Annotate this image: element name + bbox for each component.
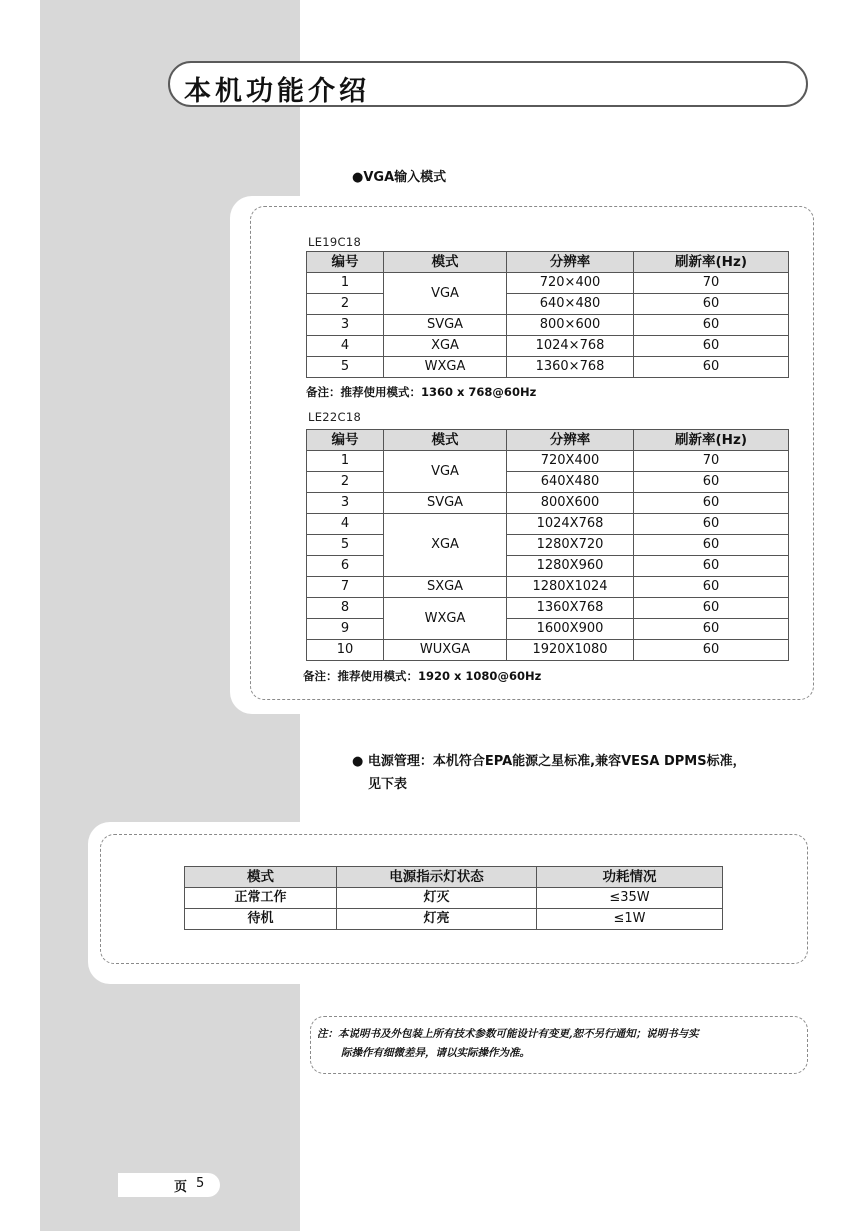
cell-resolution: 1360X768 <box>507 598 634 619</box>
footnote-line2: 际操作有细微差异，请以实际操作为准。 <box>341 1047 530 1059</box>
col-header-mode: 模式 <box>384 252 507 273</box>
table-row <box>307 315 789 336</box>
power-management-text-line2: 见下表 <box>368 777 408 792</box>
table-row <box>307 336 789 357</box>
cell-number: 3 <box>307 493 384 514</box>
vga-table-le19c18 <box>306 251 789 378</box>
page-title: 本机功能介绍 <box>184 76 370 107</box>
table-row <box>307 514 789 535</box>
cell-mode: 待机 <box>185 909 337 930</box>
col-header-mode: 模式 <box>384 430 507 451</box>
col-header-led-status: 电源指示灯状态 <box>337 867 537 888</box>
col-header-refresh: 刷新率(Hz) <box>634 430 789 451</box>
cell-number: 8 <box>307 598 384 619</box>
cell-resolution: 800X600 <box>507 493 634 514</box>
col-header-refresh: 刷新率(Hz) <box>634 252 789 273</box>
cell-power: ≤1W <box>537 909 723 930</box>
cell-refresh: 60 <box>634 315 789 336</box>
table-row <box>185 909 723 930</box>
footnote-text <box>317 1025 801 1063</box>
cell-number: 2 <box>307 472 384 493</box>
table-row <box>307 535 789 556</box>
cell-resolution: 1280X1024 <box>507 577 634 598</box>
page-number: 5 <box>196 1176 205 1191</box>
cell-refresh: 60 <box>634 577 789 598</box>
cell-number: 4 <box>307 514 384 535</box>
cell-number: 5 <box>307 535 384 556</box>
footnote-line1: 注：本说明书及外包装上所有技术参数可能设计有变更,恕不另行通知；说明书与实 <box>317 1028 699 1040</box>
table-header-row <box>185 867 723 888</box>
col-header-power-consumption: 功耗情况 <box>537 867 723 888</box>
cell-number: 3 <box>307 315 384 336</box>
cell-resolution: 640×480 <box>507 294 634 315</box>
cell-resolution: 1360×768 <box>507 357 634 378</box>
col-header-mode: 模式 <box>185 867 337 888</box>
cell-mode: SVGA <box>384 315 507 336</box>
table-row <box>307 577 789 598</box>
cell-refresh: 70 <box>634 273 789 294</box>
recommended-mode-note-le22c18: 备注：推荐使用模式：1920 x 1080@60Hz <box>303 669 542 683</box>
cell-refresh: 60 <box>634 294 789 315</box>
cell-mode: SVGA <box>384 493 507 514</box>
cell-number: 4 <box>307 336 384 357</box>
page-label: 页 <box>174 1180 188 1195</box>
cell-number: 6 <box>307 556 384 577</box>
cell-number: 9 <box>307 619 384 640</box>
col-header-number: 编号 <box>307 252 384 273</box>
table-row <box>307 357 789 378</box>
cell-power: ≤35W <box>537 888 723 909</box>
table-row <box>307 273 789 294</box>
vga-table-le22c18 <box>306 429 789 661</box>
cell-mode: XGA <box>384 514 507 577</box>
col-header-number: 编号 <box>307 430 384 451</box>
cell-resolution: 640X480 <box>507 472 634 493</box>
cell-resolution: 1920X1080 <box>507 640 634 661</box>
table-row <box>307 640 789 661</box>
model-label-le22c18: LE22C18 <box>308 410 362 424</box>
cell-number: 2 <box>307 294 384 315</box>
table-header-row <box>307 252 789 273</box>
table-row <box>307 294 789 315</box>
cell-number: 10 <box>307 640 384 661</box>
footnote-box <box>310 1016 808 1074</box>
table-row <box>307 556 789 577</box>
cell-refresh: 60 <box>634 556 789 577</box>
cell-refresh: 70 <box>634 451 789 472</box>
cell-resolution: 1024×768 <box>507 336 634 357</box>
vga-section-heading: ●VGA输入模式 <box>352 170 447 185</box>
cell-refresh: 60 <box>634 598 789 619</box>
cell-refresh: 60 <box>634 336 789 357</box>
cell-number: 5 <box>307 357 384 378</box>
cell-refresh: 60 <box>634 640 789 661</box>
cell-refresh: 60 <box>634 472 789 493</box>
cell-mode: VGA <box>384 451 507 493</box>
cell-resolution: 1280X720 <box>507 535 634 556</box>
table-row <box>307 451 789 472</box>
table-row <box>307 472 789 493</box>
col-header-resolution: 分辨率 <box>507 430 634 451</box>
cell-mode: 正常工作 <box>185 888 337 909</box>
col-header-resolution: 分辨率 <box>507 252 634 273</box>
cell-mode: WXGA <box>384 357 507 378</box>
cell-refresh: 60 <box>634 535 789 556</box>
table-header-row <box>307 430 789 451</box>
cell-refresh: 60 <box>634 619 789 640</box>
table-row <box>185 888 723 909</box>
cell-mode: WXGA <box>384 598 507 640</box>
page-number-tab <box>118 1173 220 1197</box>
cell-resolution: 800×600 <box>507 315 634 336</box>
cell-mode: WUXGA <box>384 640 507 661</box>
cell-refresh: 60 <box>634 514 789 535</box>
recommended-mode-note-le19c18: 备注：推荐使用模式：1360 x 768@60Hz <box>306 385 537 399</box>
cell-refresh: 60 <box>634 493 789 514</box>
power-management-text-line1: ● 电源管理：本机符合EPA能源之星标准,兼容VESA DPMS标准， <box>352 754 746 769</box>
cell-number: 1 <box>307 273 384 294</box>
cell-led-status: 灯灭 <box>337 888 537 909</box>
table-row <box>307 598 789 619</box>
cell-number: 7 <box>307 577 384 598</box>
cell-resolution: 720×400 <box>507 273 634 294</box>
cell-resolution: 1280X960 <box>507 556 634 577</box>
cell-mode: SXGA <box>384 577 507 598</box>
cell-mode: VGA <box>384 273 507 315</box>
cell-mode: XGA <box>384 336 507 357</box>
model-label-le19c18: LE19C18 <box>308 235 362 249</box>
cell-number: 1 <box>307 451 384 472</box>
power-table <box>184 866 723 930</box>
cell-resolution: 720X400 <box>507 451 634 472</box>
cell-resolution: 1024X768 <box>507 514 634 535</box>
cell-led-status: 灯亮 <box>337 909 537 930</box>
cell-resolution: 1600X900 <box>507 619 634 640</box>
title-banner <box>168 61 808 107</box>
table-row <box>307 619 789 640</box>
cell-refresh: 60 <box>634 357 789 378</box>
table-row <box>307 493 789 514</box>
